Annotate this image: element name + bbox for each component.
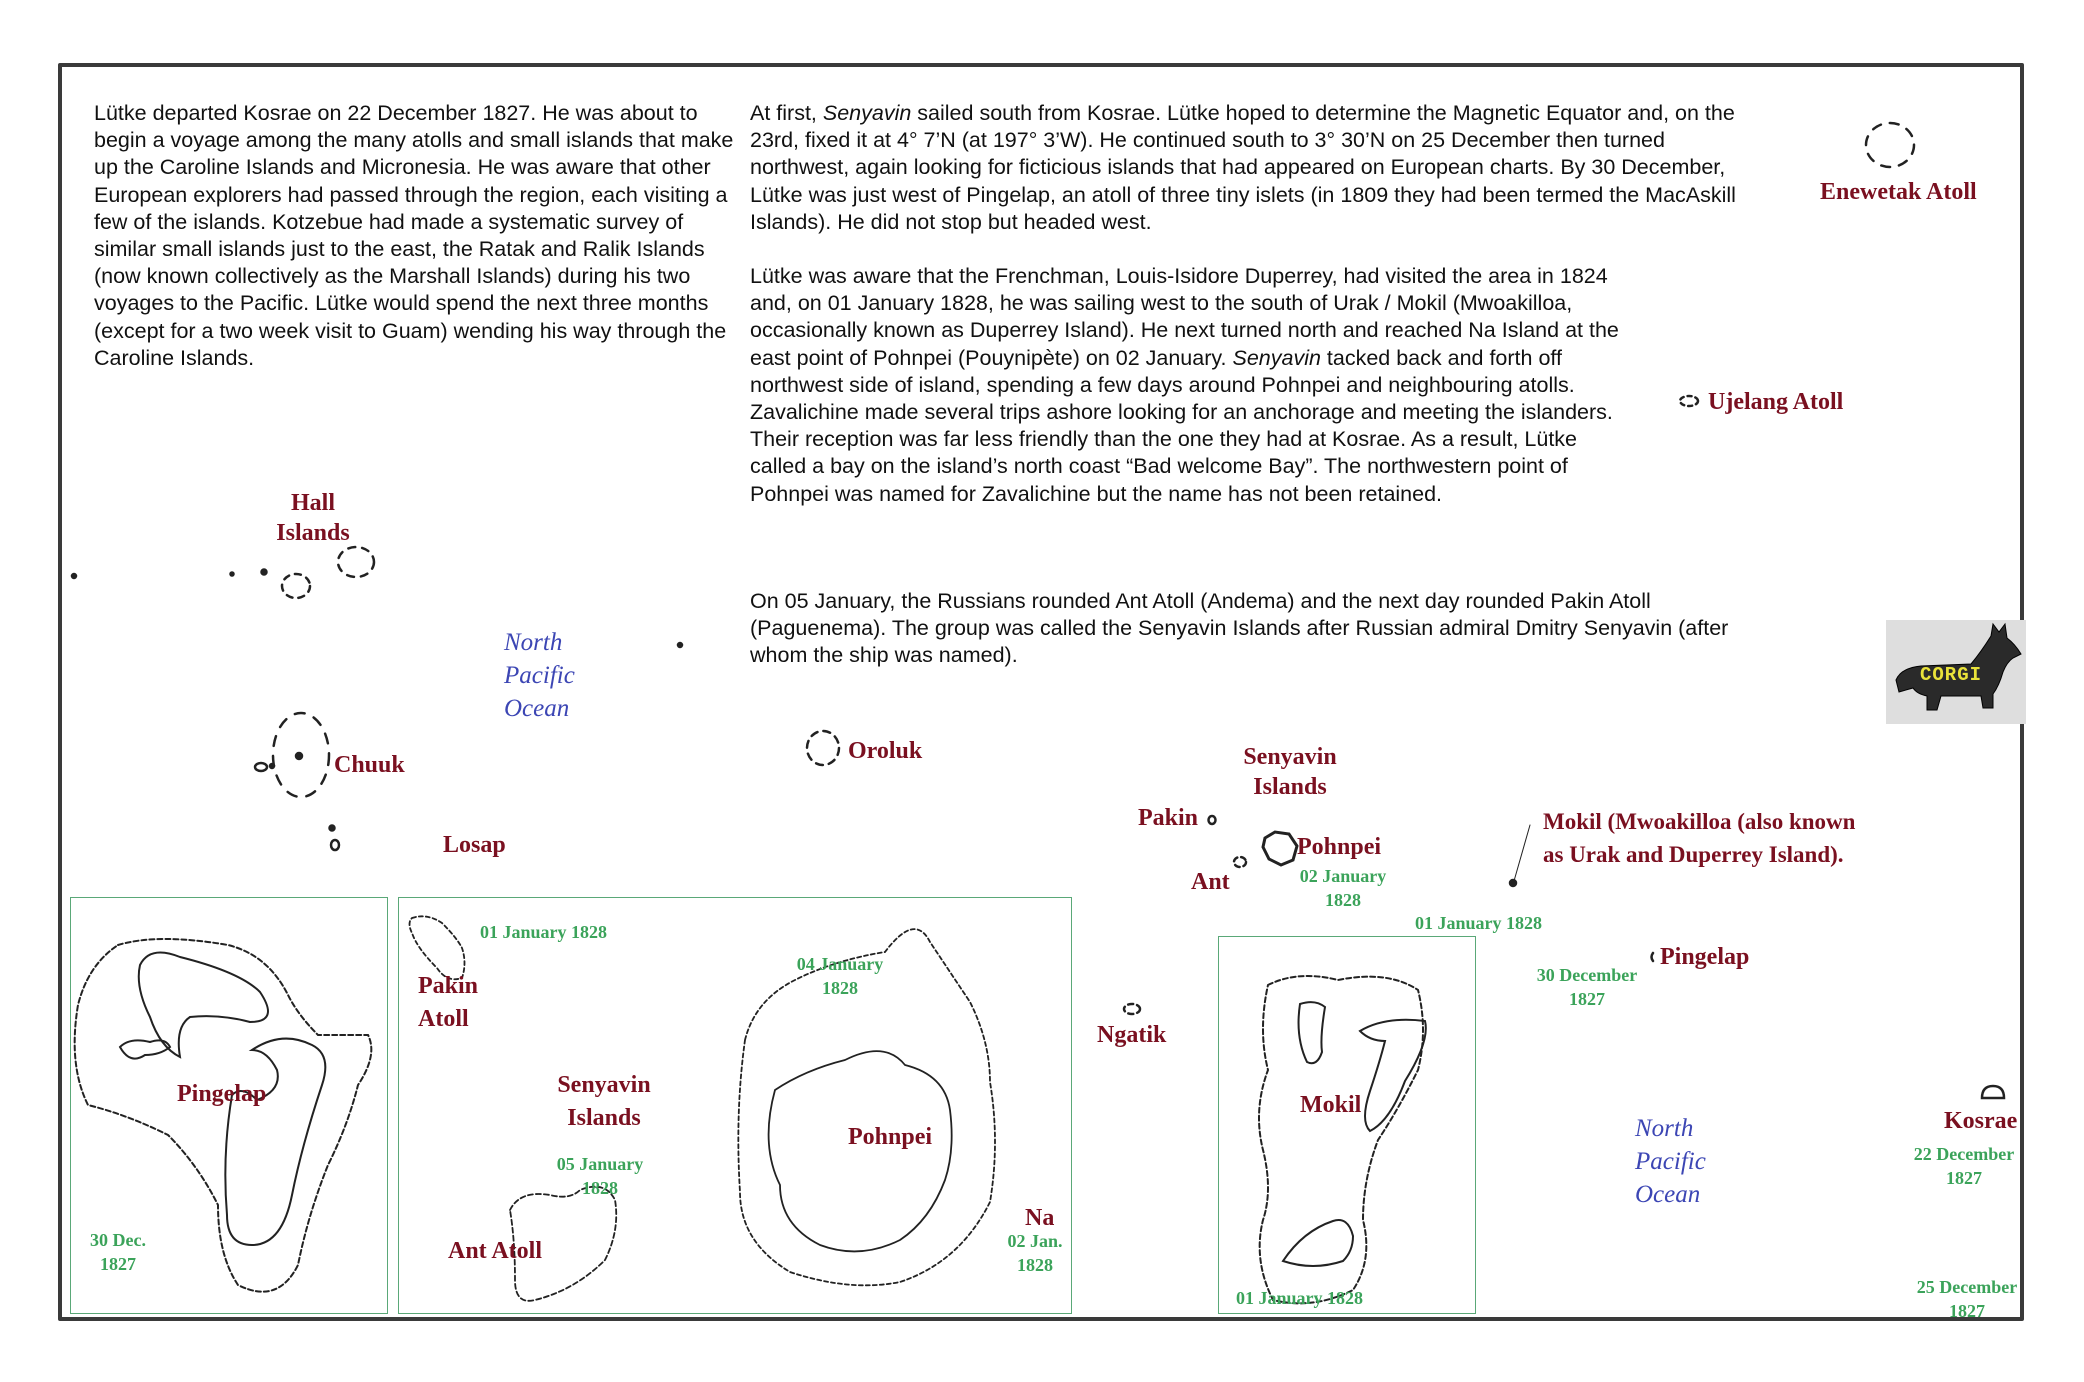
inset-pakin-atoll-label: [418, 970, 478, 1036]
inset-pakin-date: 01 January 1828: [480, 922, 608, 942]
corgi-logo: [1886, 620, 2026, 724]
label-pohnpei: Pohnpei: [1297, 834, 1382, 860]
label-hall-islands: [268, 488, 358, 548]
date-line: 1828: [1325, 890, 1361, 910]
date-line: 05 January: [556, 1154, 644, 1174]
label-line: Senyavin: [1243, 744, 1337, 770]
label-kosrae: Kosrae: [1944, 1108, 2018, 1134]
inset-pohnpei-label: Pohnpei: [848, 1124, 933, 1150]
label-senyavin-islands: [1232, 742, 1348, 802]
inset-mokil-label: Mokil: [1300, 1092, 1362, 1118]
date-pohnpei: [1290, 864, 1396, 912]
label-ant: Ant: [1191, 869, 1230, 895]
inset-ant-atoll-label: Ant Atoll: [448, 1238, 543, 1264]
label-pakin: Pakin: [1138, 805, 1199, 831]
inset-mokil: [1218, 936, 1476, 1314]
inset-ant-date: [545, 1152, 655, 1200]
date-kosrae-departure: [1905, 1142, 2023, 1190]
inset-na-label: Na: [1025, 1205, 1055, 1231]
inset-pohnpei-date: [785, 952, 895, 1000]
date-pingelap: [1528, 963, 1646, 1011]
inset-na-date: [1000, 1229, 1070, 1277]
date-line: 1828: [822, 978, 858, 998]
label-line: Mokil (Mwoakilloa (also known: [1543, 809, 1856, 834]
date-line: 30 Dec.: [90, 1230, 146, 1250]
inset-senyavin-group-label: [548, 1069, 660, 1135]
ocean-line: Pacific: [504, 662, 575, 689]
ship-name: Senyavin: [1232, 345, 1321, 370]
date-southernmost: [1908, 1275, 2026, 1323]
ship-name: Senyavin: [822, 101, 912, 125]
label-line: as Urak and Duperrey Island).: [1543, 842, 1844, 867]
intro-paragraph: Lütke departed Kosrae on 22 December 1827. He was about to begin a voyage among the many atolls and small islands that make up the Caroline Islands and Micronesia. He was aware that other European explorers had passed through the region, each visiting a few of the islands. Kotzebue had made a systematic survey of similar small islands just to the east, the Ratak and Ralik Islands (now known collectively as the Marshall Islands) during his two voyages to the Pacific. Lütke would spend the next three months (except for a two week visit to Guam) wending his way through the Caroline Islands.: [94, 101, 734, 370]
label-chuuk: Chuuk: [334, 752, 405, 778]
label-pingelap: Pingelap: [1660, 944, 1750, 970]
label-line: Atoll: [418, 1006, 469, 1032]
label-line: Islands: [1253, 774, 1327, 800]
label-mokil: [1543, 805, 1855, 871]
label-line: Pakin: [418, 973, 479, 999]
corgi-logo-text: CORGI: [1920, 664, 1983, 686]
date-line: 1827: [1946, 1168, 1982, 1188]
inset-pingelap-label: Pingelap: [177, 1081, 267, 1107]
label-line: Senyavin: [557, 1072, 651, 1098]
text-span: At first,: [750, 101, 823, 125]
ocean-label-east: [1635, 1112, 1706, 1211]
label-line: Hall: [290, 490, 335, 516]
label-line: Islands: [276, 520, 350, 546]
date-line: 1827: [100, 1254, 136, 1274]
ocean-line: Pacific: [1635, 1148, 1706, 1175]
date-line: 30 December: [1536, 965, 1638, 985]
date-line: 22 December: [1913, 1144, 2015, 1164]
inset-pingelap-date: [82, 1228, 154, 1276]
label-oroluk: Oroluk: [848, 738, 923, 764]
inset-mokil-date: 01 January 1828: [1236, 1288, 1364, 1308]
date-line: 02 Jan.: [1007, 1231, 1063, 1251]
text-span: tacked back and forth off northwest side of island, spending a few days around Pohnpei and neighbouring atolls. Zavalichine made several trips ashore looking for an anchorage and meeting the islanders. Their reception was far less friendly than the one they had at Kosrae. As a result, Lütke called a bay on the island’s north coast “Bad welcome Bay”. The northwestern point of Pohnpei was named for Zavalichine but the name has not been retained.: [750, 345, 1613, 506]
date-line: 04 January: [796, 954, 884, 974]
date-line: 1827: [1949, 1301, 1985, 1321]
label-enewetak-atoll: Enewetak Atoll: [1820, 179, 1977, 205]
date-line: 25 December: [1916, 1277, 2018, 1297]
date-line: 1828: [1017, 1255, 1053, 1275]
ocean-line: Ocean: [1635, 1181, 1701, 1208]
label-ujelang-atoll: Ujelang Atoll: [1708, 389, 1844, 415]
date-line: 02 January: [1299, 866, 1387, 886]
date-line: 1828: [582, 1178, 618, 1198]
ocean-label-west: [504, 626, 575, 725]
text-span: Lütke was aware that the Frenchman, Louis-Isidore Duperrey, had visited the area in 1824 and, on 01 January 1828, he was sailing west to the south of Urak / Mokil (Mwoakilloa, occasionally known as Duperrey Island). He next turned north and reached Na Island at the east point of Pohnpei (Pouynipète) on 02 January.: [750, 264, 1619, 370]
label-ngatik: Ngatik: [1097, 1022, 1167, 1048]
voyage-south-paragraph: [750, 100, 1770, 236]
label-losap: Losap: [443, 832, 506, 858]
ocean-line: North: [504, 629, 563, 656]
date-line: 1827: [1569, 989, 1605, 1009]
text-span: sailed south from Kosrae. Lütke hoped to determine the Magnetic Equator and, on the 23rd, fixed it at 4° 7’N (at 197° 3’W). He continued south to 3° 30’N on 25 December then turned northwest, again looking for ficticious islands that had appeared on European charts. By 30 December, Lütke was just west of Pingelap, an atoll of three tiny islets (in 1809 they had been termed the MacAskill Islands). He did not stop but headed west.: [750, 101, 1736, 234]
label-line: Islands: [567, 1105, 641, 1131]
date-mokil-passage: 01 January 1828: [1415, 913, 1543, 933]
pohnpei-paragraph: [750, 263, 1630, 508]
ocean-line: Ocean: [504, 695, 570, 722]
ocean-line: North: [1635, 1115, 1694, 1142]
senyavin-islands-paragraph: On 05 January, the Russians rounded Ant Atoll (Andema) and the next day rounded Pakin Atoll (Paguenema). The group was called the Senyavin Islands after Russian admiral Dmitry Senyavin (after whom the ship was named).: [750, 589, 1729, 668]
